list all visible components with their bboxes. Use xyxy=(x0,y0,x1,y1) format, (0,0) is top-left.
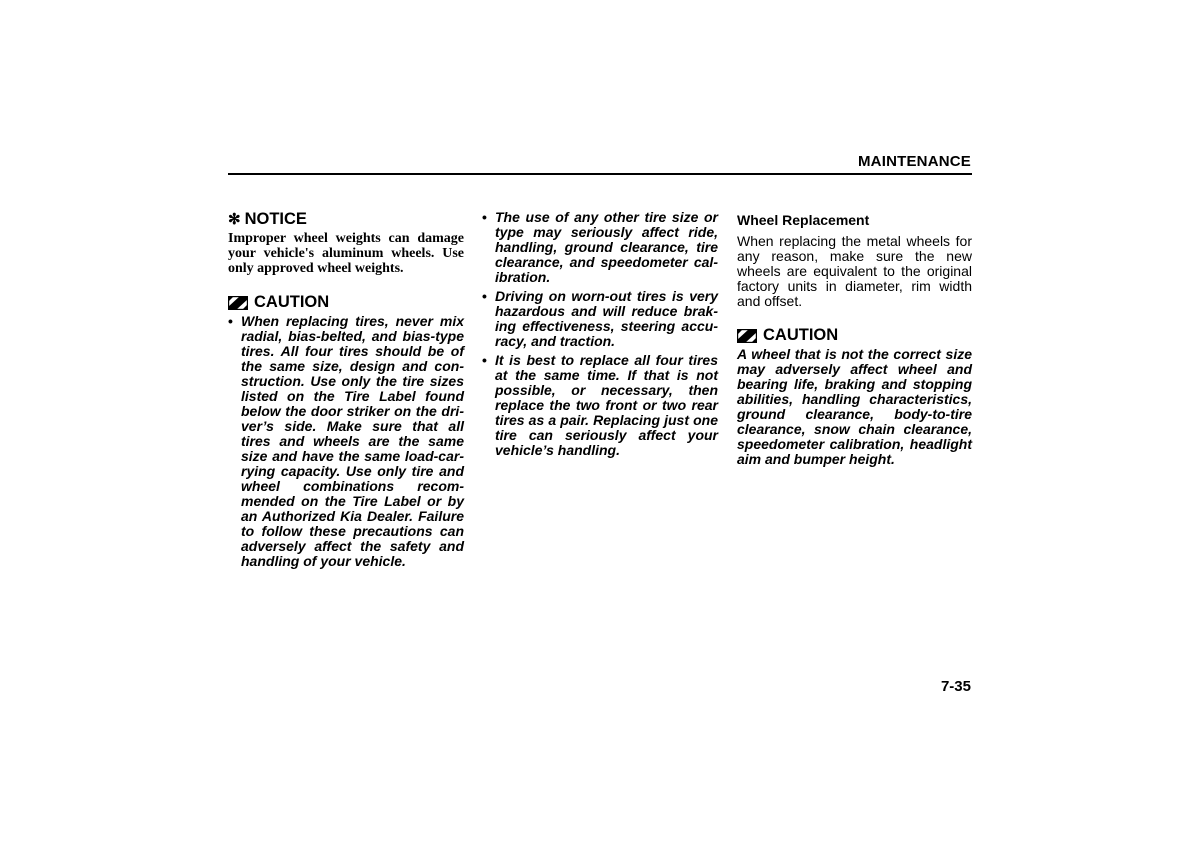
list-item: • When replacing tires, never mix radial, bias-belted, and bias-type tires. All four tires should be of the same size, design and construction. Use only the tire sizes listed on the Tire Label found below the door striker on the driver’s side. Make sure that all tires and wheels are the same size and have the same load-carrying capacity. Use only tire and wheel combinations recommended on the Tire Label or by an Authorized Kia Dealer. Failure to follow these precautions can adversely affect the safety and handling of your vehicle. xyxy=(228,314,464,569)
caution-icon xyxy=(228,296,248,310)
notice-title: NOTICE xyxy=(244,210,307,228)
caution-list-1 xyxy=(228,314,464,569)
header-divider xyxy=(228,173,972,175)
caution-list-1-continued xyxy=(482,210,718,458)
caution-title-1: CAUTION xyxy=(254,293,330,311)
wheel-replacement-heading: Wheel Replacement xyxy=(737,212,870,228)
caution-block-1 xyxy=(228,293,464,569)
caution-heading-1 xyxy=(228,293,464,312)
wheel-replacement-body: When replacing the metal wheels for any reason, make sure the new wheels are equivalent to the original factory units in diameter, rim width and offset. xyxy=(737,233,972,309)
caution-body-2: A wheel that is not the correct size may adversely affect wheel and bearing life, braking and stopping abilities, handling characteristics, ground clearance, body-to-tire clearance, snow chain clearance, speedometer calibration, headlight aim and bumper height. xyxy=(737,346,972,467)
caution-block-2 xyxy=(737,326,972,467)
list-item: • It is best to replace all four tires at the same time. If that is not possible, or necessary, then replace the two front or two rear tires as a pair. Replacing just one tire can seriously affect your vehicle’s handling. xyxy=(482,353,718,458)
notice-icon: ✻ xyxy=(228,211,241,228)
column-right xyxy=(737,210,972,467)
column-middle xyxy=(482,210,718,462)
caution-heading-2 xyxy=(737,326,972,345)
notice-heading xyxy=(228,210,464,229)
section-title: MAINTENANCE xyxy=(857,153,971,170)
notice-body: Improper wheel weights can damage your vehicle's aluminum wheels. Use only approved wheel weights. xyxy=(228,231,464,276)
column-left xyxy=(228,210,464,573)
list-item: • The use of any other tire size or type may seriously affect ride, handling, ground clearance, tire clearance, and speedometer calibration. xyxy=(482,210,718,285)
caution-icon xyxy=(737,329,757,343)
page-number: 7-35 xyxy=(940,678,971,695)
list-item: • Driving on worn-out tires is very hazardous and will reduce braking effectiveness, steering accuracy, and traction. xyxy=(482,289,718,349)
caution-title-2: CAUTION xyxy=(763,326,839,344)
